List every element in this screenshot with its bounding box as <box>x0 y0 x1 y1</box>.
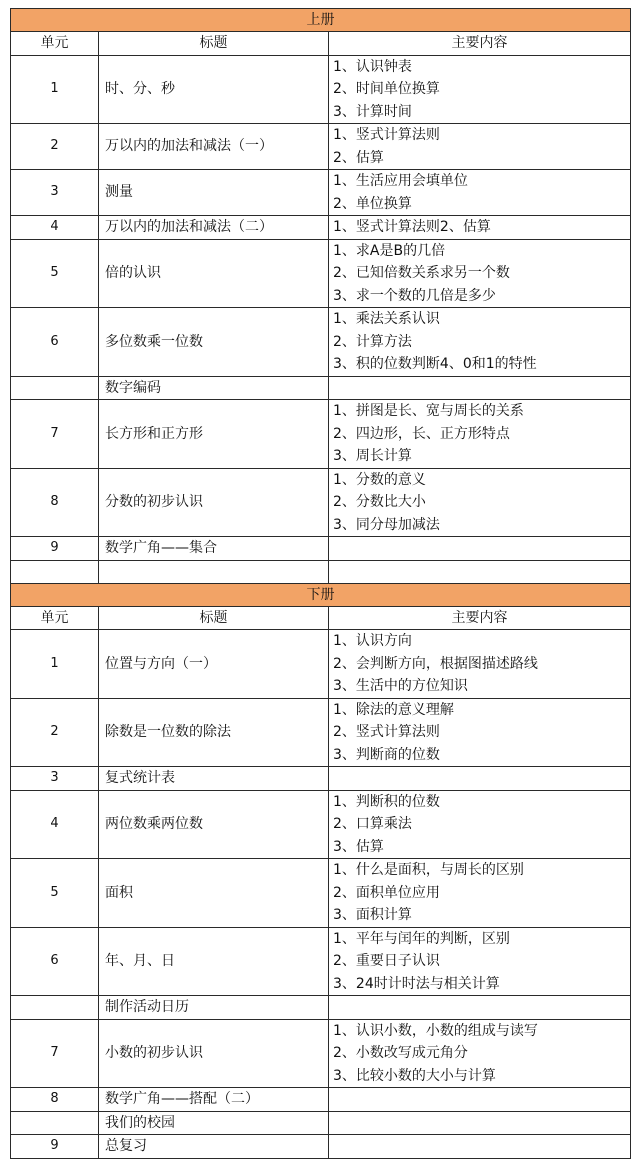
unit-content <box>329 1111 631 1135</box>
unit-title: 制作活动日历 <box>99 996 329 1020</box>
content-item: 1、判断积的位数 <box>333 793 440 810</box>
content-item: 1、认识方向 <box>333 633 412 649</box>
unit-number: 5 <box>11 239 99 308</box>
unit-number <box>11 1111 99 1135</box>
unit-content <box>329 216 631 240</box>
content-item: 3、求一个数的几倍是多少 <box>333 287 496 304</box>
unit-title: 多位数乘一位数 <box>99 308 329 377</box>
content-item: 2、已知倍数关系求另一个数 <box>333 265 510 281</box>
unit-title: 测量 <box>99 170 329 216</box>
content-item: 3、估算 <box>333 838 384 855</box>
content-item <box>333 767 624 790</box>
unit-number: 2 <box>11 698 99 767</box>
unit-number: 3 <box>11 767 99 791</box>
unit-title: 数字编码 <box>99 376 329 400</box>
table-row <box>11 767 631 791</box>
unit-content <box>329 170 631 216</box>
table-row <box>11 170 631 216</box>
unit-content <box>329 698 631 767</box>
content-item: 1、拼图是长、宽与周长的关系 <box>333 403 524 419</box>
content-item: 2、计算方法 <box>333 333 412 350</box>
content-item: 3、24时计时法与相关计算 <box>333 975 500 992</box>
table-row <box>11 400 631 469</box>
content-item <box>333 377 624 400</box>
table-row <box>11 1088 631 1112</box>
table-row <box>11 790 631 859</box>
unit-title: 年、月、日 <box>99 927 329 996</box>
unit-number: 1 <box>11 55 99 124</box>
unit-title: 万以内的加法和减法（一） <box>99 124 329 170</box>
unit-number: 8 <box>11 468 99 537</box>
section-title: 下册 <box>11 583 631 606</box>
unit-number: 3 <box>11 170 99 216</box>
table-row <box>11 537 631 561</box>
spacer-cell <box>99 560 329 583</box>
table-row <box>11 1111 631 1135</box>
unit-content <box>329 859 631 928</box>
unit-number <box>11 996 99 1020</box>
unit-content <box>329 996 631 1020</box>
content-item: 1、什么是面积，与周长的区别 <box>333 862 524 878</box>
unit-content <box>329 927 631 996</box>
content-item: 1、分数的意义 <box>333 471 426 488</box>
table-row <box>11 1135 631 1159</box>
table-row <box>11 996 631 1020</box>
unit-number: 4 <box>11 790 99 859</box>
unit-content <box>329 124 631 170</box>
section-title: 上册 <box>11 9 631 32</box>
unit-title: 总复习 <box>99 1135 329 1159</box>
unit-content <box>329 468 631 537</box>
content-item: 1、认识钟表 <box>333 58 412 75</box>
unit-number: 4 <box>11 216 99 240</box>
content-item: 2、四边形，长、正方形特点 <box>333 425 510 442</box>
unit-content <box>329 790 631 859</box>
content-item: 3、面积计算 <box>333 907 412 923</box>
unit-content <box>329 1019 631 1088</box>
table-row <box>11 1019 631 1088</box>
unit-title: 小数的初步认识 <box>99 1019 329 1088</box>
content-item: 2、会判断方向，根据图描述路线 <box>333 655 538 672</box>
unit-content <box>329 1088 631 1112</box>
content-item: 1、求A是B的几倍 <box>333 242 446 259</box>
content-item: 2、竖式计算法则 <box>333 724 440 740</box>
column-header-title: 标题 <box>99 606 329 630</box>
unit-content <box>329 55 631 124</box>
content-item: 2、时间单位换算 <box>333 81 440 97</box>
table-row <box>11 376 631 400</box>
content-item: 3、计算时间 <box>333 103 412 120</box>
content-item: 2、重要日子认识 <box>333 953 440 969</box>
unit-number: 6 <box>11 308 99 377</box>
content-item: 1、乘法关系认识 <box>333 311 440 327</box>
content-item: 2、口算乘法 <box>333 816 412 832</box>
spacer-cell <box>329 560 631 583</box>
unit-number: 9 <box>11 537 99 561</box>
content-item: 2、小数改写成元角分 <box>333 1045 468 1061</box>
content-item: 2、面积单位应用 <box>333 884 440 901</box>
content-item: 1、平年与闰年的判断，区别 <box>333 930 510 947</box>
unit-number: 6 <box>11 927 99 996</box>
unit-content <box>329 537 631 561</box>
content-item: 1、除法的意义理解 <box>333 701 454 718</box>
column-header-row <box>11 32 631 56</box>
content-item <box>333 996 624 1019</box>
table-row <box>11 859 631 928</box>
unit-title: 面积 <box>99 859 329 928</box>
unit-title: 万以内的加法和减法（二） <box>99 216 329 240</box>
unit-title: 除数是一位数的除法 <box>99 698 329 767</box>
column-header-row <box>11 606 631 630</box>
unit-title: 复式统计表 <box>99 767 329 791</box>
unit-title: 倍的认识 <box>99 239 329 308</box>
unit-content <box>329 767 631 791</box>
column-header-content: 主要内容 <box>329 606 631 630</box>
unit-number: 5 <box>11 859 99 928</box>
unit-title: 我们的校园 <box>99 1111 329 1135</box>
content-item: 1、竖式计算法则2、估算 <box>333 219 491 235</box>
unit-content <box>329 630 631 699</box>
table-row <box>11 468 631 537</box>
column-header-unit: 单元 <box>11 606 99 630</box>
content-item <box>333 1135 624 1158</box>
content-item: 1、认识小数，小数的组成与读写 <box>333 1022 538 1039</box>
table-row <box>11 124 631 170</box>
unit-number <box>11 376 99 400</box>
table-row <box>11 216 631 240</box>
unit-content <box>329 308 631 377</box>
section-header <box>11 9 631 32</box>
unit-content <box>329 376 631 400</box>
unit-number: 7 <box>11 1019 99 1088</box>
unit-number: 8 <box>11 1088 99 1112</box>
section-header <box>11 583 631 606</box>
unit-title: 时、分、秒 <box>99 55 329 124</box>
content-item: 2、分数比大小 <box>333 494 426 510</box>
table-row <box>11 308 631 377</box>
unit-title: 长方形和正方形 <box>99 400 329 469</box>
content-item <box>333 1088 624 1111</box>
content-item <box>333 1112 624 1135</box>
table-row <box>11 55 631 124</box>
table-row <box>11 927 631 996</box>
spacer-cell <box>11 560 99 583</box>
unit-title: 两位数乘两位数 <box>99 790 329 859</box>
unit-content <box>329 239 631 308</box>
content-item: 3、同分母加减法 <box>333 516 440 533</box>
unit-title: 分数的初步认识 <box>99 468 329 537</box>
content-item: 2、单位换算 <box>333 195 412 212</box>
content-item: 3、判断商的位数 <box>333 746 440 763</box>
content-item: 3、积的位数判断4、0和1的特性 <box>333 356 537 372</box>
table-row <box>11 698 631 767</box>
content-item <box>333 537 624 560</box>
table-row <box>11 239 631 308</box>
curriculum-table <box>10 8 631 1159</box>
content-item: 1、竖式计算法则 <box>333 127 440 143</box>
content-item: 3、周长计算 <box>333 448 412 464</box>
column-header-title: 标题 <box>99 32 329 56</box>
unit-number: 2 <box>11 124 99 170</box>
spacer-row <box>11 560 631 583</box>
column-header-content: 主要内容 <box>329 32 631 56</box>
content-item: 3、比较小数的大小与计算 <box>333 1067 496 1084</box>
content-item: 3、生活中的方位知识 <box>333 678 468 694</box>
table-row <box>11 630 631 699</box>
content-item: 1、生活应用会填单位 <box>333 173 468 189</box>
column-header-unit: 单元 <box>11 32 99 56</box>
unit-number: 7 <box>11 400 99 469</box>
unit-content <box>329 400 631 469</box>
unit-title: 数学广角——搭配（二） <box>99 1088 329 1112</box>
unit-title: 数学广角——集合 <box>99 537 329 561</box>
unit-title: 位置与方向（一） <box>99 630 329 699</box>
unit-number: 1 <box>11 630 99 699</box>
unit-content <box>329 1135 631 1159</box>
unit-number: 9 <box>11 1135 99 1159</box>
content-item: 2、估算 <box>333 149 384 166</box>
